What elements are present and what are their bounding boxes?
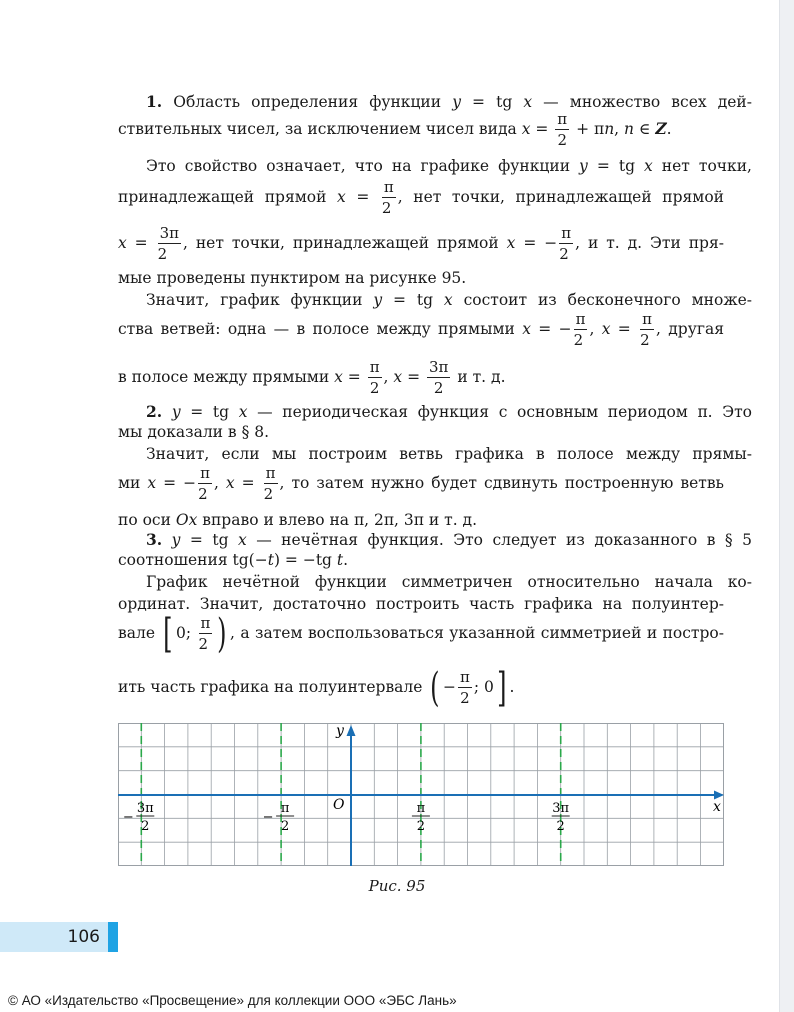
text-line: ми x = − $\frac{\pi}{2}$ , x = $\frac{\pi}{2}$ , то затем нужно будет сдвинуть построенную ветвь — [118, 464, 724, 503]
fraction: $\frac{3\pi}{2}$ — [429, 358, 449, 397]
fraction: $\frac{\pi}{2}$ — [369, 358, 380, 397]
fraction: $\frac{\pi}{2}$ — [263, 464, 276, 503]
text-line: принадлежащей прямой x = $\frac{\pi}{2}$ , нет точки, принадлежащей прямой — [118, 178, 724, 217]
text-line: мы доказали в § 8. — [118, 423, 270, 441]
text-line: ства ветвей: одна — в полосе между прямыми x = − $\frac{\pi}{2}$ , x = $\frac{\pi}{2}$ , другая — [118, 310, 724, 349]
text-line: 3. y = tg x — нечётная функция. Это следует из доказанного в § 5 — [146, 530, 753, 549]
fraction: $\frac{\pi}{2}$ — [559, 224, 572, 263]
text-line: ствительных чисел, за исключением чисел вида x = $\frac{\pi}{2}$ + πn, n ∈ Z. — [118, 110, 672, 149]
tick-numerator: 3π — [552, 801, 570, 816]
copyright-footer: © АО «Издательство «Просвещение» для коллекции ООО «ЭБС Лань» — [8, 993, 457, 1008]
fraction: $\frac{3\pi}{2}$ — [157, 224, 179, 263]
origin-label: O — [333, 797, 345, 813]
text-line: 1. Область определения функции y = tg x — множество всех дей- — [146, 92, 752, 111]
text-line: мые проведены пунктиром на рисунке 95. — [118, 269, 467, 287]
text-line: x = $\frac{3\pi}{2}$ , нет точки, принадлежащей прямой x = − $\frac{\pi}{2}$ , и т. д. Эти пря- — [118, 224, 724, 263]
y-axis-label: y — [336, 723, 344, 739]
text-line: Это свойство означает, что на графике функции y = tg x нет точки, — [146, 157, 752, 175]
fraction: $\frac{\pi}{2}$ — [459, 668, 470, 707]
tick-sign: − — [122, 810, 134, 825]
text-line: ить часть графика на полуинтервале ( − $\frac{\pi}{2}$ ; 0] . — [118, 665, 515, 711]
text-line: Значит, график функции y = tg x состоит из бесконечного множе- — [146, 291, 752, 309]
y-axis-arrow — [347, 725, 356, 736]
fraction: $\frac{\pi}{2}$ — [198, 614, 211, 653]
text-line: вале [ 0; $\frac{\pi}{2}$ ) , а затем воспользоваться указанной симметрией и постро- — [118, 611, 724, 657]
text-line: 2. y = tg x — периодическая функция с основным периодом π. Это — [146, 402, 753, 421]
page-number-bar — [108, 922, 118, 952]
tick-denominator: 2 — [556, 819, 565, 834]
figure-caption: Рис. 95 — [368, 877, 426, 895]
tick-denominator: 2 — [280, 819, 290, 834]
fraction: $\frac{\pi}{2}$ — [198, 464, 210, 503]
tick-numerator: π — [416, 801, 426, 816]
page-number-background — [0, 922, 118, 952]
fraction: $\frac{\pi}{2}$ — [640, 310, 652, 349]
fraction: $\frac{\pi}{2}$ — [557, 110, 568, 149]
tick-denominator: 2 — [416, 819, 426, 834]
text-line: в полосе между прямыми x = $\frac{\pi}{2}$ , x = $\frac{3\pi}{2}$ и т. д. — [118, 358, 506, 397]
text-line: Значит, если мы построим ветвь графика в полосе между прямы- — [146, 445, 752, 463]
page-edge — [779, 0, 794, 1012]
text-line: График нечётной функции симметричен относительно начала ко- — [146, 573, 752, 591]
tick-numerator: 3π — [136, 801, 154, 816]
fraction: $\frac{\pi}{2}$ — [573, 310, 586, 349]
text-line: ординат. Значит, достаточно построить часть графика на полуинтер- — [118, 595, 724, 613]
tick-label — [123, 801, 154, 834]
tick-labels — [123, 801, 570, 834]
x-axis-label: x — [713, 799, 721, 815]
text-line: по оси Ox вправо и влево на π, 2π, 3π и т. д. — [118, 511, 478, 529]
fraction: $\frac{\pi}{2}$ — [381, 178, 394, 217]
tick-label — [263, 801, 294, 834]
tick-sign: − — [262, 810, 274, 825]
tangent-grid-figure — [118, 723, 724, 866]
tick-denominator: 2 — [141, 819, 150, 834]
text-line: соотношения tg(−t) = −tg t. — [118, 551, 349, 569]
tick-numerator: π — [280, 801, 290, 816]
page-number: 106 — [67, 927, 100, 947]
